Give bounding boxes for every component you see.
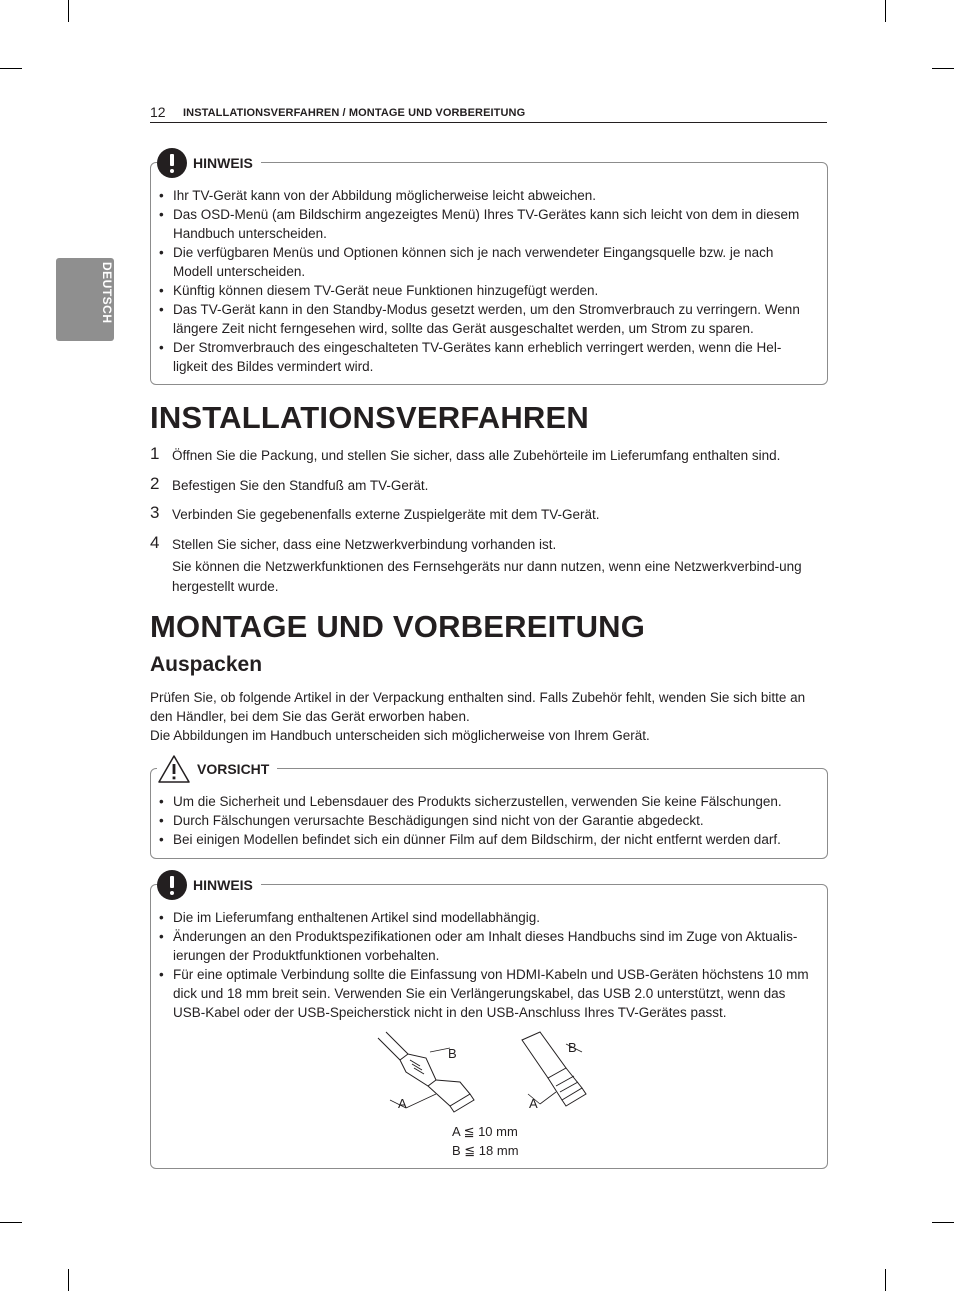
caution-title: VORSICHT <box>197 761 270 777</box>
intro-paragraph <box>150 688 830 745</box>
list-item: • Das TV-Gerät kann in den Standby-Modus gesetzt werden, um den Stromverbrauch zu verringern. Wenn längere Zeit nicht ferngesehen wird, sollte das Gerät ausgeschaltet werden, um Strom zu sparen. <box>159 300 811 338</box>
label-b: B <box>568 1040 577 1055</box>
step-item <box>150 532 820 597</box>
list-item: • Bei einigen Modellen befindet sich ein dünner Film auf dem Bildschirm, der nicht entfernt werden darf. <box>159 830 811 849</box>
crop-mark <box>885 1269 886 1291</box>
paragraph-line: Prüfen Sie, ob folgende Artikel in der Verpackung enthalten sind. Falls Zubehör fehlt, wenden Sie sich bitte an den Händler, bei dem Sie das Gerät erworben haben. <box>150 690 806 724</box>
caution-header <box>157 753 277 785</box>
step-item <box>150 505 820 525</box>
note-title: HINWEIS <box>193 155 253 171</box>
step-item <box>150 473 820 496</box>
page-header <box>150 104 827 123</box>
crop-mark <box>885 0 886 22</box>
step-text: Befestigen Sie den Standfuß am TV-Gerät. <box>172 477 429 493</box>
list-item: • Das OSD-Menü (am Bildschirm angezeigtes Menü) Ihres TV-Gerätes kann sich leicht von dem in diesem Handbuch unterscheiden. <box>159 205 811 243</box>
list-item: • Die im Lieferumfang enthaltenen Artikel sind modellabhängig. <box>159 908 811 927</box>
step-number: 2 <box>150 473 160 493</box>
crop-mark <box>932 1222 954 1223</box>
exclamation-icon <box>157 148 187 178</box>
step-text: Stellen Sie sicher, dass eine Netzwerkverbindung vorhanden ist. <box>172 536 557 552</box>
list-item: • Um die Sicherheit und Lebensdauer des Produkts sicherzustellen, verwenden Sie keine Fälschungen. <box>159 792 811 811</box>
crop-mark <box>0 68 22 69</box>
crop-mark <box>932 68 954 69</box>
step-number: 4 <box>150 532 160 552</box>
dimension-a: A ≦ 10 mm <box>452 1124 518 1139</box>
note-list <box>159 908 811 1022</box>
list-item: • Künftig können diesem TV-Gerät neue Funktionen hinzugefügt werden. <box>159 281 811 300</box>
subsection-title: Auspacken <box>150 653 263 676</box>
list-item: • Änderungen an den Produktspezifikationen oder am Inhalt dieses Handbuchs sind im Zuge von Aktualis-ierungen der Produktfunktionen vorbehalten. <box>159 927 811 965</box>
caution-box <box>150 761 828 859</box>
page-number: 12 <box>150 104 166 120</box>
label-b: B <box>448 1046 457 1061</box>
note-title: HINWEIS <box>193 877 253 893</box>
warning-triangle-icon <box>157 754 191 784</box>
note-header <box>157 147 261 179</box>
section-title-montage: MONTAGE UND VORBEREITUNG <box>150 609 646 644</box>
crop-mark <box>68 1269 69 1291</box>
step-text: Öffnen Sie die Packung, und stellen Sie sicher, dass alle Zubehörteile im Lieferumfang enthalten sind. <box>172 448 781 463</box>
step-text: Verbinden Sie gegebenenfalls externe Zuspielgeräte mit dem TV-Gerät. <box>172 507 600 522</box>
language-tab-label: DEUTSCH <box>100 262 114 324</box>
step-item <box>150 446 820 466</box>
installation-steps <box>150 446 820 606</box>
label-a: A <box>529 1096 538 1111</box>
list-item: • Für eine optimale Verbindung sollte die Einfassung von HDMI-Kabeln und USB-Geräten höchstens 10 mm dick und 18 mm breit sein. Verwenden Sie ein Verlängerungskabel, das USB 2.0 unterstützt, wenn das USB-Kabel oder der USB-Speicherstick nicht in den USB-Anschluss Ihres TV-Gerätes passt. <box>159 965 811 1022</box>
section-title-installation: INSTALLATIONSVERFAHREN <box>150 400 589 435</box>
list-item: • Ihr TV-Gerät kann von der Abbildung möglicherweise leicht abweichen. <box>159 186 811 205</box>
dimension-limits <box>452 1122 519 1160</box>
dimension-b: B ≦ 18 mm <box>452 1143 519 1158</box>
paragraph-line: Die Abbildungen im Handbuch unterscheiden sich möglicherweise von Ihrem Gerät. <box>150 728 650 743</box>
label-a: A <box>398 1096 407 1111</box>
step-number: 1 <box>150 444 160 463</box>
list-item: • Der Stromverbrauch des eingeschalteten TV-Gerätes kann erheblich verringert werden, wenn die Hel-ligkeit des Bildes vermindert wird. <box>159 338 811 376</box>
exclamation-icon <box>157 870 187 900</box>
list-item: • Die verfügbaren Menüs und Optionen können sich je nach verwendeter Eingangsquelle bzw. je nach Modell unterscheiden. <box>159 243 811 281</box>
note-list <box>159 186 811 376</box>
caution-list <box>159 792 811 849</box>
list-item: • Durch Fälschungen verursachte Beschädigungen sind nicht von der Garantie abgedeckt. <box>159 811 811 830</box>
crop-mark <box>68 0 69 22</box>
note-header <box>157 869 261 901</box>
connector-dimensions-figure <box>370 1030 610 1118</box>
header-title: INSTALLATIONSVERFAHREN / MONTAGE UND VORBEREITUNG <box>183 107 526 119</box>
hdmi-connector-drawing <box>378 1032 474 1112</box>
note-box <box>150 155 828 385</box>
step-number: 3 <box>150 503 160 522</box>
step-extra-text: Sie können die Netzwerkfunktionen des Fernsehgeräts nur dann nutzen, wenn eine Netzwerkverbind-ung hergestellt wurde. <box>172 558 802 594</box>
crop-mark <box>0 1222 22 1223</box>
